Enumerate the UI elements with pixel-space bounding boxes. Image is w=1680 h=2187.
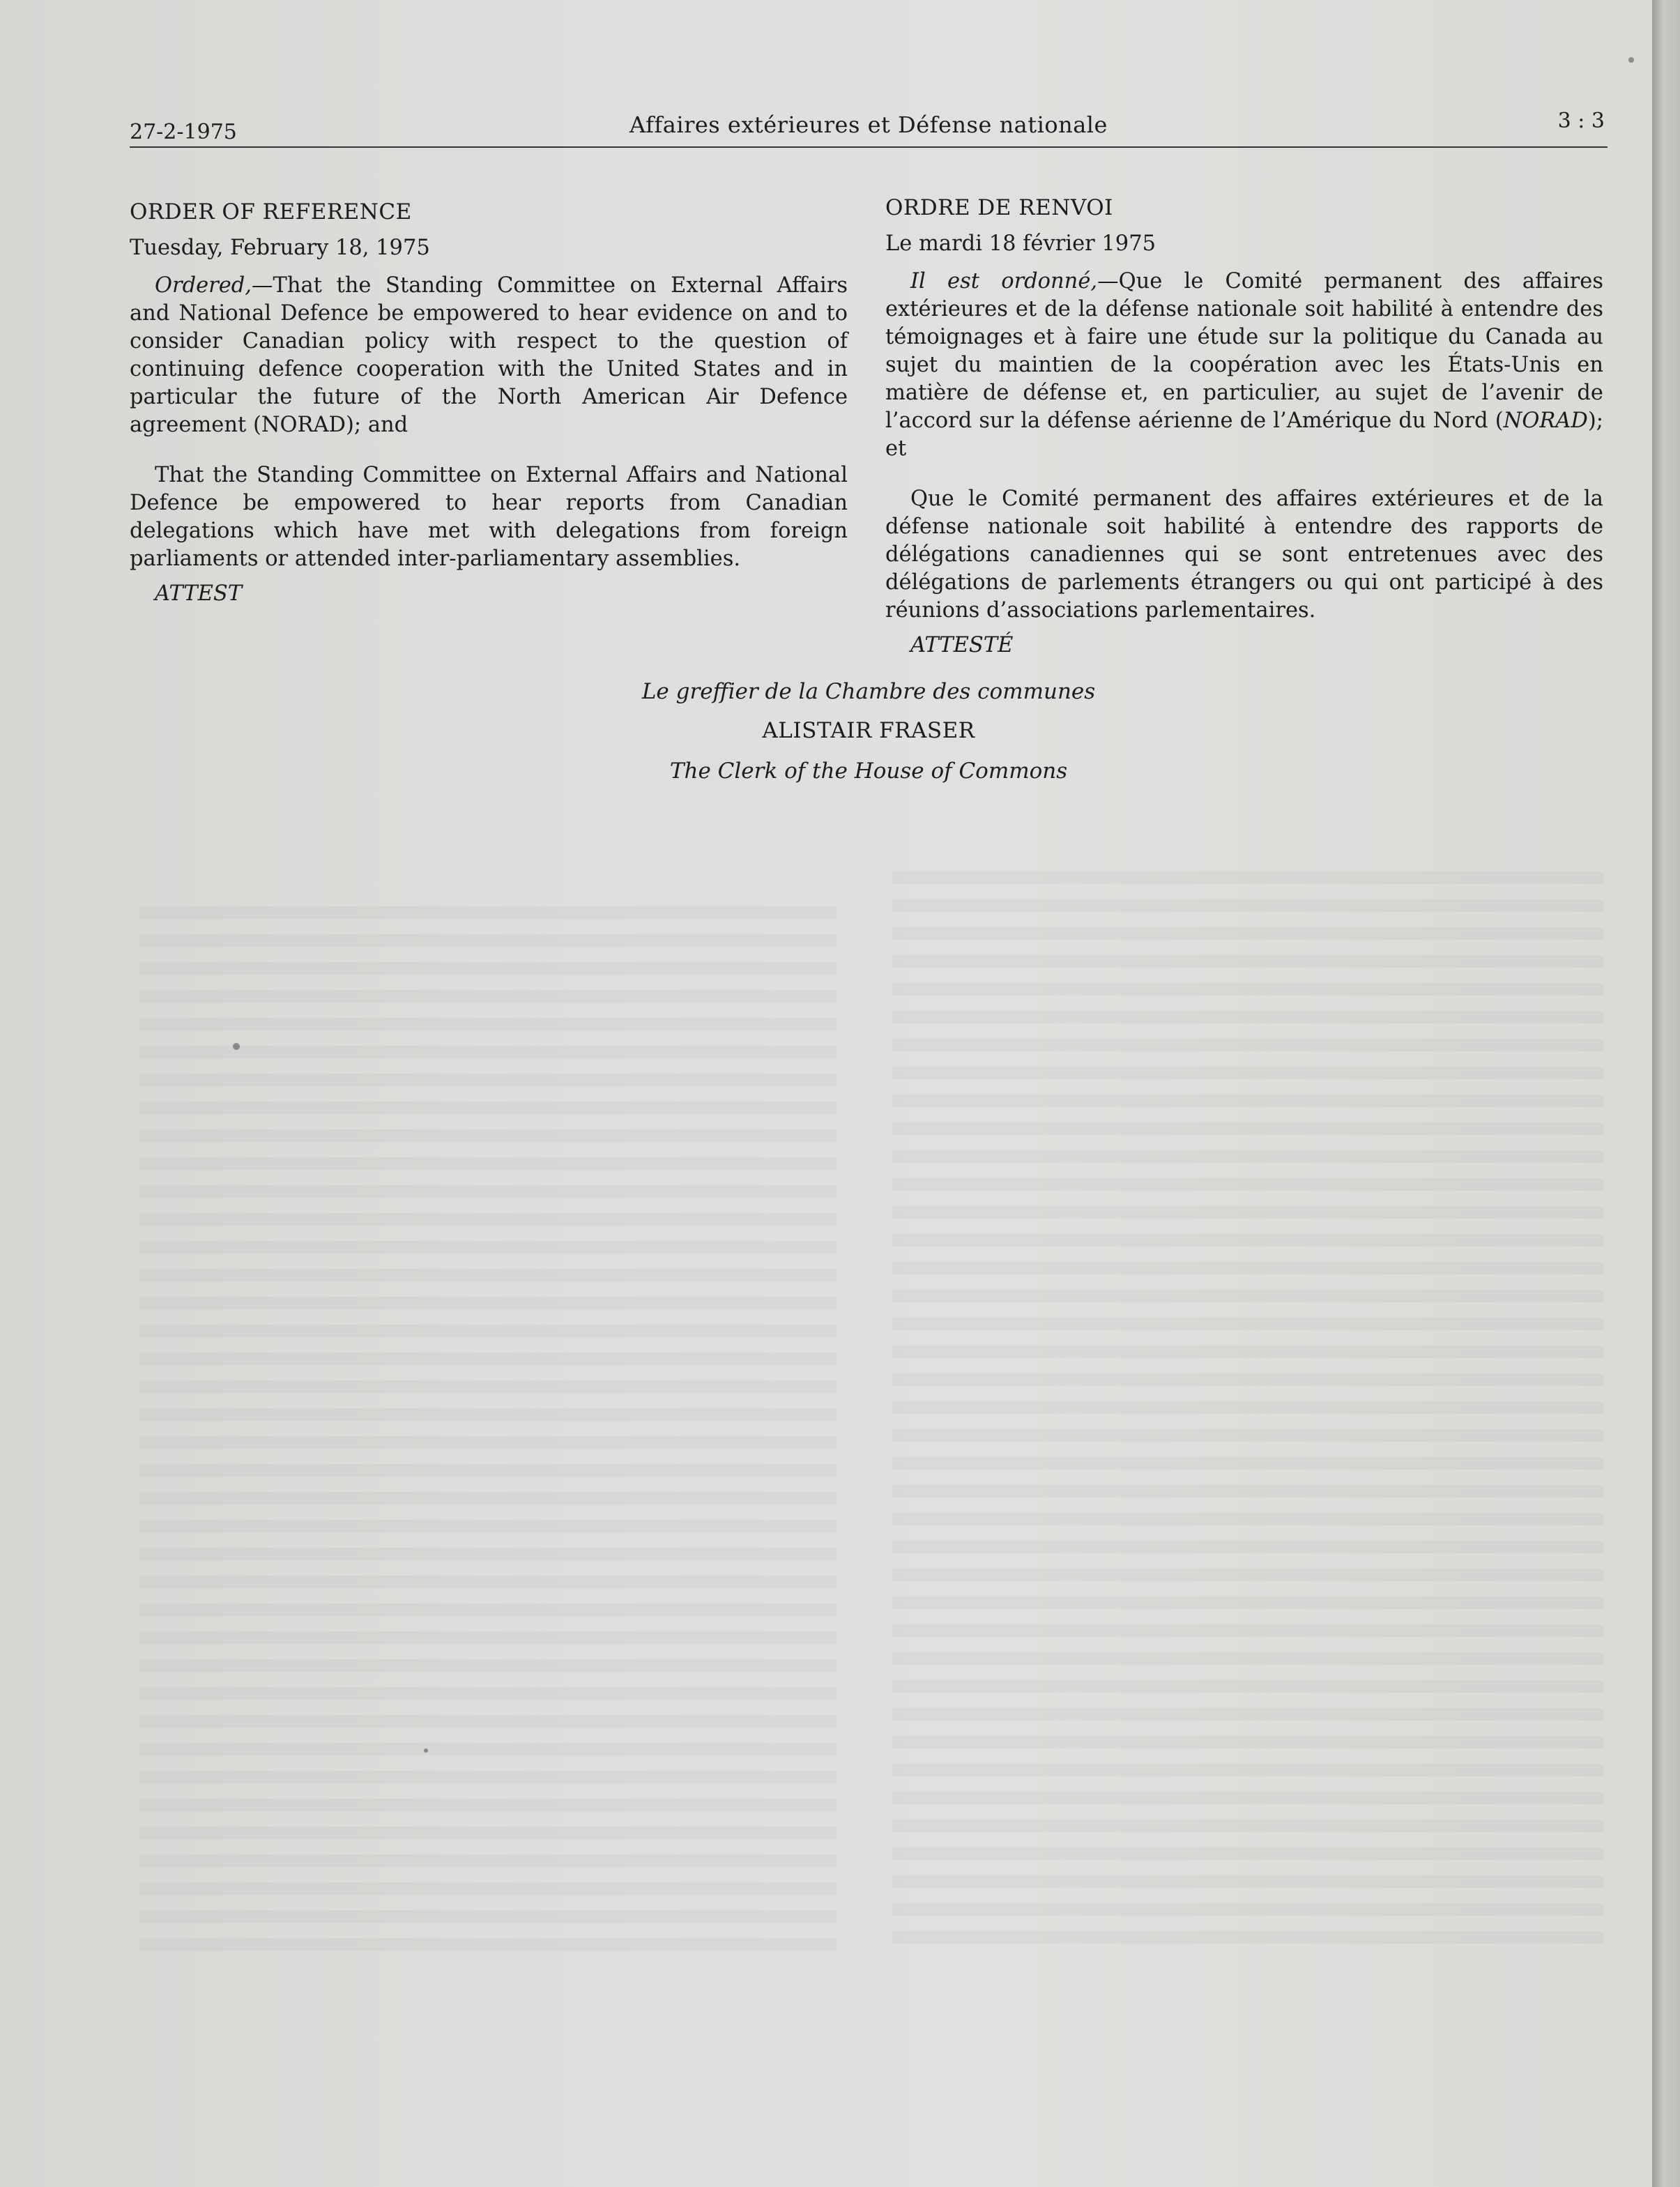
signature-french-title: Le greffier de la Chambre des communes: [641, 679, 1096, 704]
section-heading: ORDRE DE RENVOI: [885, 195, 1113, 220]
order-text: —That the Standing Committee on External Affairs and National Defence be empowered to hear evidence on and to consider Canadian policy with respect to the question of continuing defence cooperation with the United States and in particular the future of the North American Air Defence agreement (NORAD); and: [130, 273, 848, 437]
order-paragraph-2: Que le Comité permanent des affaires extérieures et de la défense nationale soit habilité à entendre des rapports de délégations canadiennes qui se sont entretenues avec des délégations de parlements étrangers ou qui ont participé à des réunions d’associations parlementaires.: [885, 487, 1603, 623]
english-column: [130, 197, 848, 609]
header-title: Affaires extérieures et Défense nationale: [629, 112, 1108, 138]
signature-name: ALISTAIR FRASER: [762, 718, 975, 743]
section-date: Tuesday, February 18, 1975: [130, 236, 430, 260]
page-header: [130, 105, 1608, 146]
attest-label: ATTEST: [155, 581, 243, 606]
order-lead: Ordered,: [155, 273, 252, 298]
section-heading: ORDER OF REFERENCE: [130, 199, 412, 224]
header-page-number: 3 : 3: [1557, 109, 1605, 133]
order-text: —Que le Comité permanent des affaires extérieures et de la défense nationale soit habilité à entendre des témoignages et à faire une étude sur la politique du Canada au sujet du maintien de la coopération avec les États-Unis en matière de défense et, en particulier, au sujet de l’avenir de l’accord sur la défense aérienne de l’Amérique du Nord (: [885, 269, 1603, 433]
reverse-page-show-through: [139, 906, 837, 1952]
order-text-tail: ); et: [885, 409, 1603, 461]
order-lead: Il est ordonné,: [910, 269, 1098, 294]
attest-label: ATTESTÉ: [910, 633, 1014, 657]
header-rule: [130, 146, 1608, 148]
french-column: [885, 192, 1603, 661]
paper-speck: [1628, 57, 1634, 63]
header-date: 27-2-1975: [130, 120, 237, 144]
signature-english-title: The Clerk of the House of Commons: [669, 759, 1068, 784]
order-paragraph-1: [885, 268, 1603, 463]
reverse-page-show-through: [892, 871, 1603, 1959]
section-date: Le mardi 18 février 1975: [885, 231, 1156, 256]
order-paragraph-1: [130, 272, 848, 439]
page-edge-shadow: [1652, 0, 1680, 2187]
order-italic-term: NORAD: [1503, 409, 1588, 433]
order-paragraph-2: That the Standing Committee on External Affairs and National Defence be empowered to hear reports from Canadian delegations which have met with delegations from foreign parliaments or attended inter-parliamentary assemblies.: [130, 463, 848, 571]
